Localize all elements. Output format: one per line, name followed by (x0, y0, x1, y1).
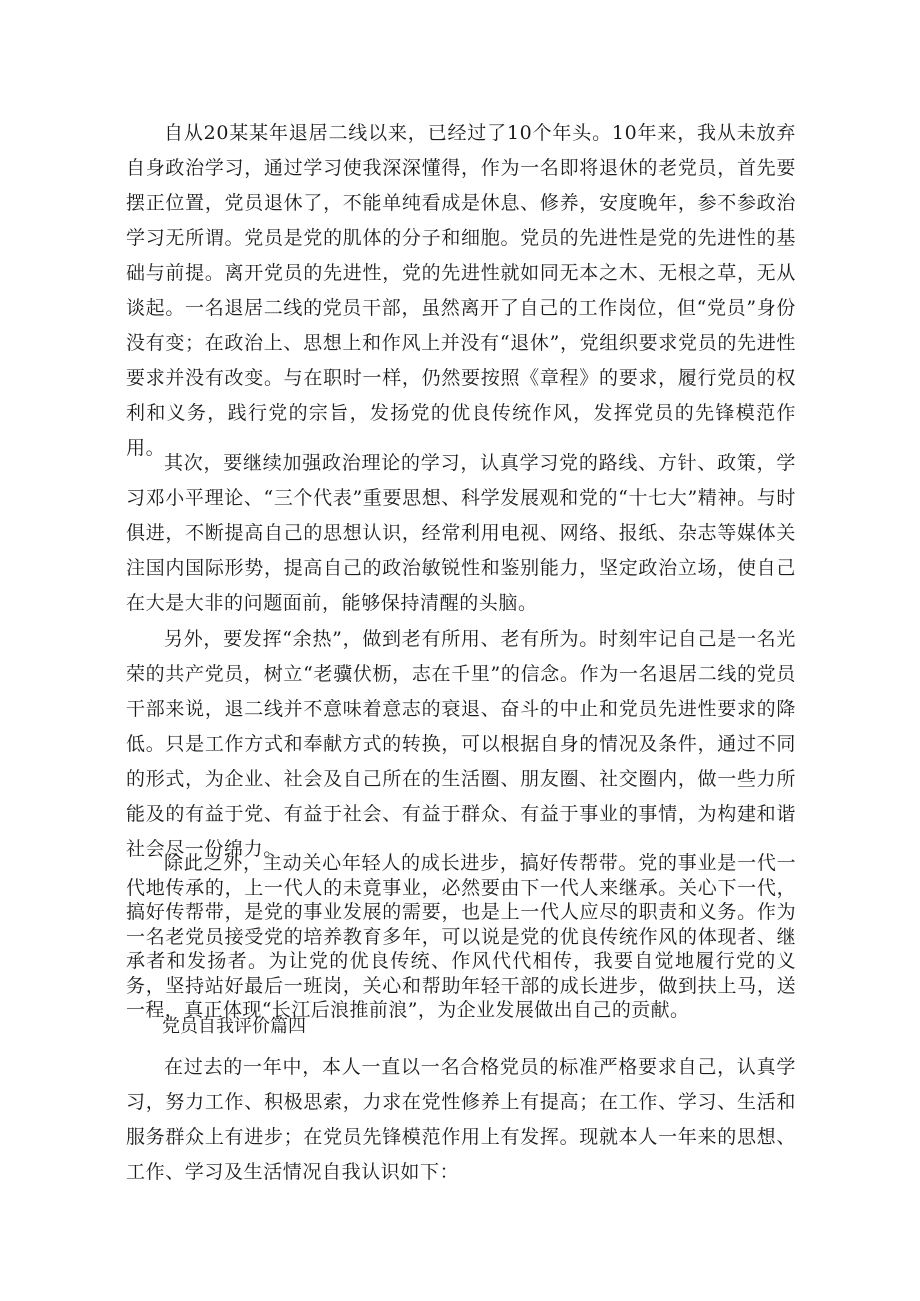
paragraph-retirement-study: 自从20某某年退居二线以来，已经过了10个年头。10年来，我从未放弃自身政治学习，通过学习使我深深懂得，作为一名即将退休的老党员，首先要摆正位置，党员退休了，不能单纯看成是休息、修养，安度晚年，参不参政治学习无所谓。党员是党的肌体的分子和细胞。党员的先进性是党的先进性的基础与前提。离开党员的先进性，党的先进性就如同无本之木、无根之草，无从谈起。一名退居二线的党员干部，虽然离开了自己的工作岗位，但“党员”身份没有变；在政治上、思想上和作风上并没有“退休”，党组织要求党员的先进性要求并没有改变。与在职时一样，仍然要按照《章程》的要求，履行党员的权利和义务，践行党的宗旨，发扬党的优良传统作风，发挥党员的先锋模范作用。 (126, 122, 796, 459)
section-heading: 党员自我评价篇四 (162, 1016, 306, 1037)
paragraph-residual-heat: 另外，要发挥“余热”，做到老有所用、老有所为。时刻牢记自己是一名光荣的共产党员，树立“老骥伏枥，志在千里”的信念。作为一名退居二线的党员干部来说，退二线并不意味着意志的衰退、奋斗的中止和党员先进性要求的降低。只是工作方式和奉献方式的转换，可以根据自身的情况及条件，通过不同的形式，为企业、社会及自己所在的生活圈、朋友圈、社交圈内，做一些力所能及的有益于党、有益于社会、有益于群众、有益于事业的事情，为构建和谐社会尽一份绵力。 (126, 628, 796, 860)
paragraph-self-evaluation-intro: 在过去的一年中，本人一直以一名合格党员的标准严格要求自己，认真学习，努力工作、积极思索，力求在党性修养上有提高；在工作、学习、生活和服务群众上有进步；在党员先锋模范作用上有发挥。现就本人一年来的思想、工作、学习及生活情况自我认识如下： (126, 1056, 796, 1183)
paragraph-mentoring: 除此之外，主动关心年轻人的成长进步，搞好传帮带。党的事业是一代一代地传承的，上一代人的未竟事业，必然要由下一代人来继承。关心下一代，搞好传帮带，是党的事业发展的需要，也是上一代人应尽的职责和义务。作为一名老党员接受党的培养教育多年，可以说是党的优良传统作风的体现者、继承者和发扬者。为让党的优良传统、作风代代相传，我要自觉地履行党的义务，坚持站好最后一班岗，关心和帮助年轻干部的成长进步，做到扶上马，送一程，真正体现“长江后浪推前浪”，为企业发展做出自己的贡献。 (126, 852, 796, 1021)
paragraph-political-theory: 其次，要继续加强政治理论的学习，认真学习党的路线、方针、政策，学习邓小平理论、“三个代表”重要思想、科学发展观和党的“十七大”精神。与时俱进，不断提高自己的思想认识，经常利用电视、网络、报纸、杂志等媒体关注国内国际形势，提高自己的政治敏锐性和鉴别能力，坚定政治立场，使自己在大是大非的问题面前，能够保持清醒的头脑。 (126, 452, 796, 614)
